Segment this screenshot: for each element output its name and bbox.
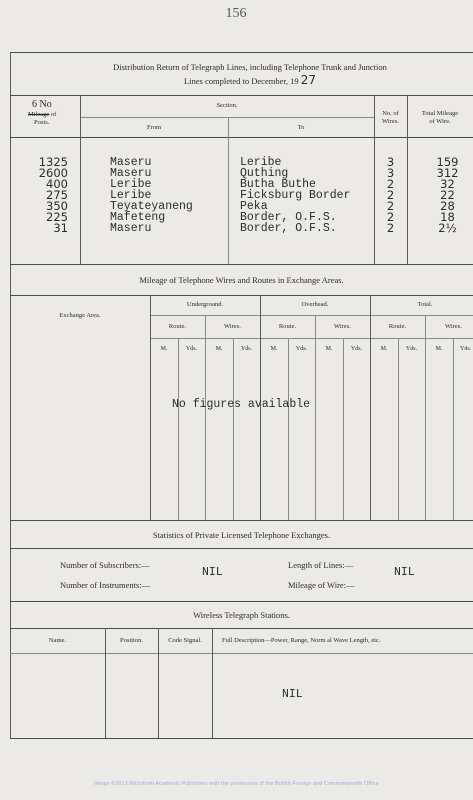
telegraph-cell-to: Leribe [240,156,282,169]
telegraph-cell-from: Maseru [110,156,152,169]
telegraph-cell-to: Butha Buthe [240,178,316,191]
telegraph-cell-posts: 1325 [38,155,68,169]
mileage-header-line2: of Wire. [429,118,451,125]
telegraph-cell-mileage: 2½ [438,221,457,235]
posts-struck-word: Mileage [28,111,50,118]
telegraph-cell-posts: 350 [46,199,68,213]
telegraph-cell-posts: 225 [46,210,68,224]
telegraph-cell-posts: 275 [46,188,68,202]
wire-label: Mileage of Wire:— [288,580,355,590]
telegraph-cell-to: Border, O.F.S. [240,222,337,235]
oh-route-header: Route. [278,323,297,330]
unit-m: M. [435,346,443,352]
unit-m: M. [325,346,333,352]
ug-route-header: Route. [168,323,187,330]
telegraph-title-line2 [60,74,440,88]
telegraph-cell-to: Border, O.F.S. [240,211,337,224]
posts-of-word: of [50,111,57,118]
telegraph-cell-wires: 2 [386,177,395,191]
wireless-position-header: Position. [120,637,143,644]
lines-label: Length of Lines:— [288,560,354,570]
telegraph-cell-wires: 3 [386,155,395,169]
ug-wires-header: Wires. [224,323,241,330]
underground-header: Underground. [186,301,224,308]
unit-yds: Yds. [185,346,198,352]
unit-m: M. [160,346,168,352]
telegraph-cell-mileage: 312 [436,166,459,180]
telegraph-cell-wires: 2 [386,221,395,235]
unit-yds: Yds. [350,346,363,352]
wireless-title: Wireless Telegraph Stations. [193,610,290,620]
telegraph-cell-from: Leribe [110,189,152,202]
telegraph-cell-mileage: 18 [440,210,455,224]
telegraph-cell-wires: 2 [386,188,395,202]
unit-yds: Yds. [240,346,253,352]
wireless-description-header: Full Description—Power, Range, Norm al Wave Length, etc. [222,637,381,644]
unit-m: M. [215,346,223,352]
telegraph-title [60,61,440,88]
page-number: 156 [225,6,247,21]
year-handwritten: 27 [300,73,316,87]
telegraph-cell-from: Maseru [110,167,152,180]
tot-wires-header: Wires. [445,323,462,330]
telegraph-cell-from: Maseru [110,222,152,235]
private-right-nil: NIL [394,566,415,579]
telegraph-cell-wires: 2 [386,199,395,213]
telegraph-cell-posts: 31 [53,221,68,235]
telegraph-cell-mileage: 32 [440,177,455,191]
telegraph-cell-to: Ficksburg Border [240,189,351,202]
posts-header-label: Posts. [34,119,50,126]
telegraph-cell-posts: 2600 [38,166,68,180]
overhead-header: Overhead. [301,301,329,308]
mileage-header-line1: Total Mileage [421,110,459,117]
exchange-title: Mileage of Telephone Wires and Routes in Exchange Areas. [139,275,344,285]
wires-header-line1: No. of [382,110,399,117]
wireless-code-header: Code Signal. [168,637,202,644]
from-header: From [146,124,162,131]
to-header: To [297,124,305,131]
section-header: Section. [216,102,238,109]
unit-yds: Yds. [460,346,472,352]
telegraph-cell-to: Quthing [240,167,289,180]
telegraph-cell-from: Teyateyaneng [110,200,193,213]
private-left-nil: NIL [202,566,223,579]
telegraph-title-line1: Distribution Return of Telegraph Lines, including Telephone Trunk and Junction [113,62,387,72]
wires-header [374,110,407,126]
exchange-area-header: Exchange Area. [59,312,101,319]
private-title: Statistics of Private Licensed Telephone Exchanges. [152,530,331,540]
total-header: Total. [417,301,433,308]
wires-header-line2: Wires. [382,118,399,125]
telegraph-cell-mileage: 28 [440,199,455,213]
wireless-name-header: Name. [48,637,67,644]
telegraph-title-line2-text: Lines completed to December, 19 [183,76,299,86]
unit-m: M. [380,346,388,352]
telegraph-cell-from: Leribe [110,178,152,191]
wireless-nil: NIL [282,688,303,701]
posts-handwritten: 6 No [32,99,52,110]
telegraph-cell-mileage: 159 [436,155,459,169]
telegraph-cell-wires: 2 [386,210,395,224]
subscribers-label: Number of Subscribers:— [60,560,150,570]
mileage-header [407,110,473,126]
unit-yds: Yds. [295,346,308,352]
telegraph-cell-wires: 3 [386,166,395,180]
posts-header-struck [28,111,56,118]
oh-wires-header: Wires. [334,323,351,330]
tot-route-header: Route. [388,323,407,330]
telegraph-cell-to: Peka [240,200,268,213]
instruments-label: Number of Instruments:— [60,580,151,590]
unit-m: M. [270,346,278,352]
telegraph-cell-posts: 400 [46,177,68,191]
telegraph-cell-mileage: 22 [440,188,455,202]
copyright-footer: Image ©2013 Microform Academic Publishers with the permission of the British Foreign and Commonwealth Office [94,781,379,787]
unit-yds: Yds. [405,346,418,352]
no-figures-note: No figures available [172,398,311,411]
telegraph-cell-from: Mafeteng [110,211,166,224]
